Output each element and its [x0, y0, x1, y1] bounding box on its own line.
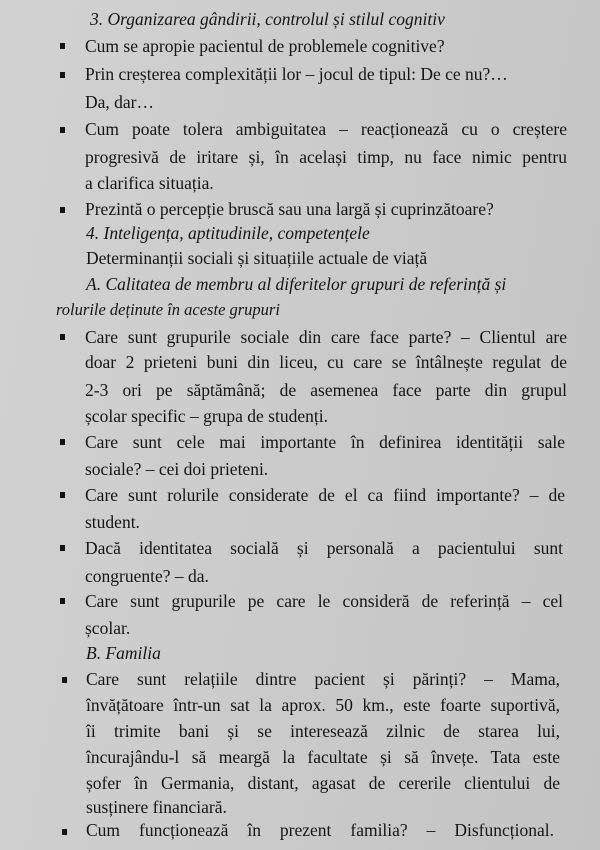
bullet-icon — [62, 677, 67, 683]
b-item-1-line-4: încurajându-l să meargă la facultate și să învețe. Tata este — [86, 747, 560, 767]
a-item-5-line-2: școlar. — [85, 618, 131, 638]
s3-item-2-line-1: Prin creșterea complexității lor – jocul de tipul: De ce nu?… — [85, 64, 508, 84]
s3-item-3-line-3: a clarifica situația. — [85, 173, 214, 193]
a-item-3-line-2: student. — [85, 512, 140, 532]
section-3-heading: 3. Organizarea gândirii, controlul și stilul cognitiv — [90, 9, 445, 29]
a-item-2-line-1: Care sunt cele mai importante în definirea identității sale — [85, 432, 565, 452]
bullet-icon — [60, 334, 65, 340]
bullet-icon — [60, 492, 65, 498]
a-item-1-line-1: Care sunt grupurile sociale din care face parte? – Clientul are — [85, 327, 567, 347]
bullet-icon — [60, 72, 65, 78]
s3-item-3-line-1: Cum poate tolera ambiguitatea – reacționează cu o creștere — [85, 119, 567, 139]
a-item-5-line-1: Care sunt grupurile pe care le consideră de referință – cel — [85, 591, 563, 611]
a-item-4-line-1: Dacă identitatea socială și personală a pacientului sunt — [85, 538, 563, 558]
b-item-1-line-2: învățătoare într-un sat la aprox. 50 km., este foarte suportivă, — [86, 695, 560, 715]
b-item-1-line-3: îi trimite bani și se interesează zilnic de starea lui, — [86, 721, 560, 741]
a-item-3-line-1: Care sunt rolurile considerate de el ca fiind importante? – de — [85, 485, 565, 505]
b-item-1-line-1: Care sunt relațiile dintre pacient și părinți? – Mama, — [86, 669, 560, 689]
b-item-2-line-1: Cum funcționează în prezent familia? – Disfuncțional. — [86, 820, 554, 840]
b-item-1-line-5: șofer în Germania, distant, agasat de cererile clientului de — [86, 773, 560, 793]
a-item-1-line-4: școlar specific – grupa de studenți. — [85, 406, 328, 426]
section-4-subheading: Determinanții sociali și situațiile actuale de viață — [86, 248, 428, 268]
s3-item-1-line-1: Cum se apropie pacientul de problemele cognitive? — [85, 36, 445, 56]
part-a-title-line-1: A. Calitatea de membru al diferitelor grupuri de referință și — [86, 274, 507, 294]
a-item-1-line-3: 2-3 ori pe săptămână; de asemenea face parte din grupul — [85, 380, 567, 400]
bullet-icon — [60, 127, 65, 133]
b-item-1-line-6: susținere financiară. — [86, 797, 227, 817]
a-item-2-line-2: sociale? – cei doi prieteni. — [85, 459, 269, 479]
s3-item-3-line-2: progresivă de iritare și, în același timp, nu face nimic pentru — [85, 147, 567, 167]
a-item-4-line-2: congruente? – da. — [85, 566, 209, 586]
s3-item-2-line-2: Da, dar… — [85, 92, 155, 112]
section-4-heading: 4. Inteligența, aptitudinile, competențele — [86, 223, 370, 243]
bullet-icon — [60, 545, 65, 551]
bullet-icon — [60, 43, 65, 49]
part-b-title: B. Familia — [86, 643, 161, 663]
part-a-title-line-2: rolurile deținute în aceste grupuri — [56, 300, 280, 319]
bullet-icon — [62, 829, 67, 835]
s3-item-4-line-1: Prezintă o percepție bruscă sau una largă și cuprinzătoare? — [85, 199, 494, 219]
bullet-icon — [60, 598, 65, 604]
bullet-icon — [60, 439, 65, 445]
bullet-icon — [60, 207, 65, 213]
a-item-1-line-2: doar 2 prieteni buni din liceu, cu care se întâlnește regulat de — [85, 352, 567, 372]
